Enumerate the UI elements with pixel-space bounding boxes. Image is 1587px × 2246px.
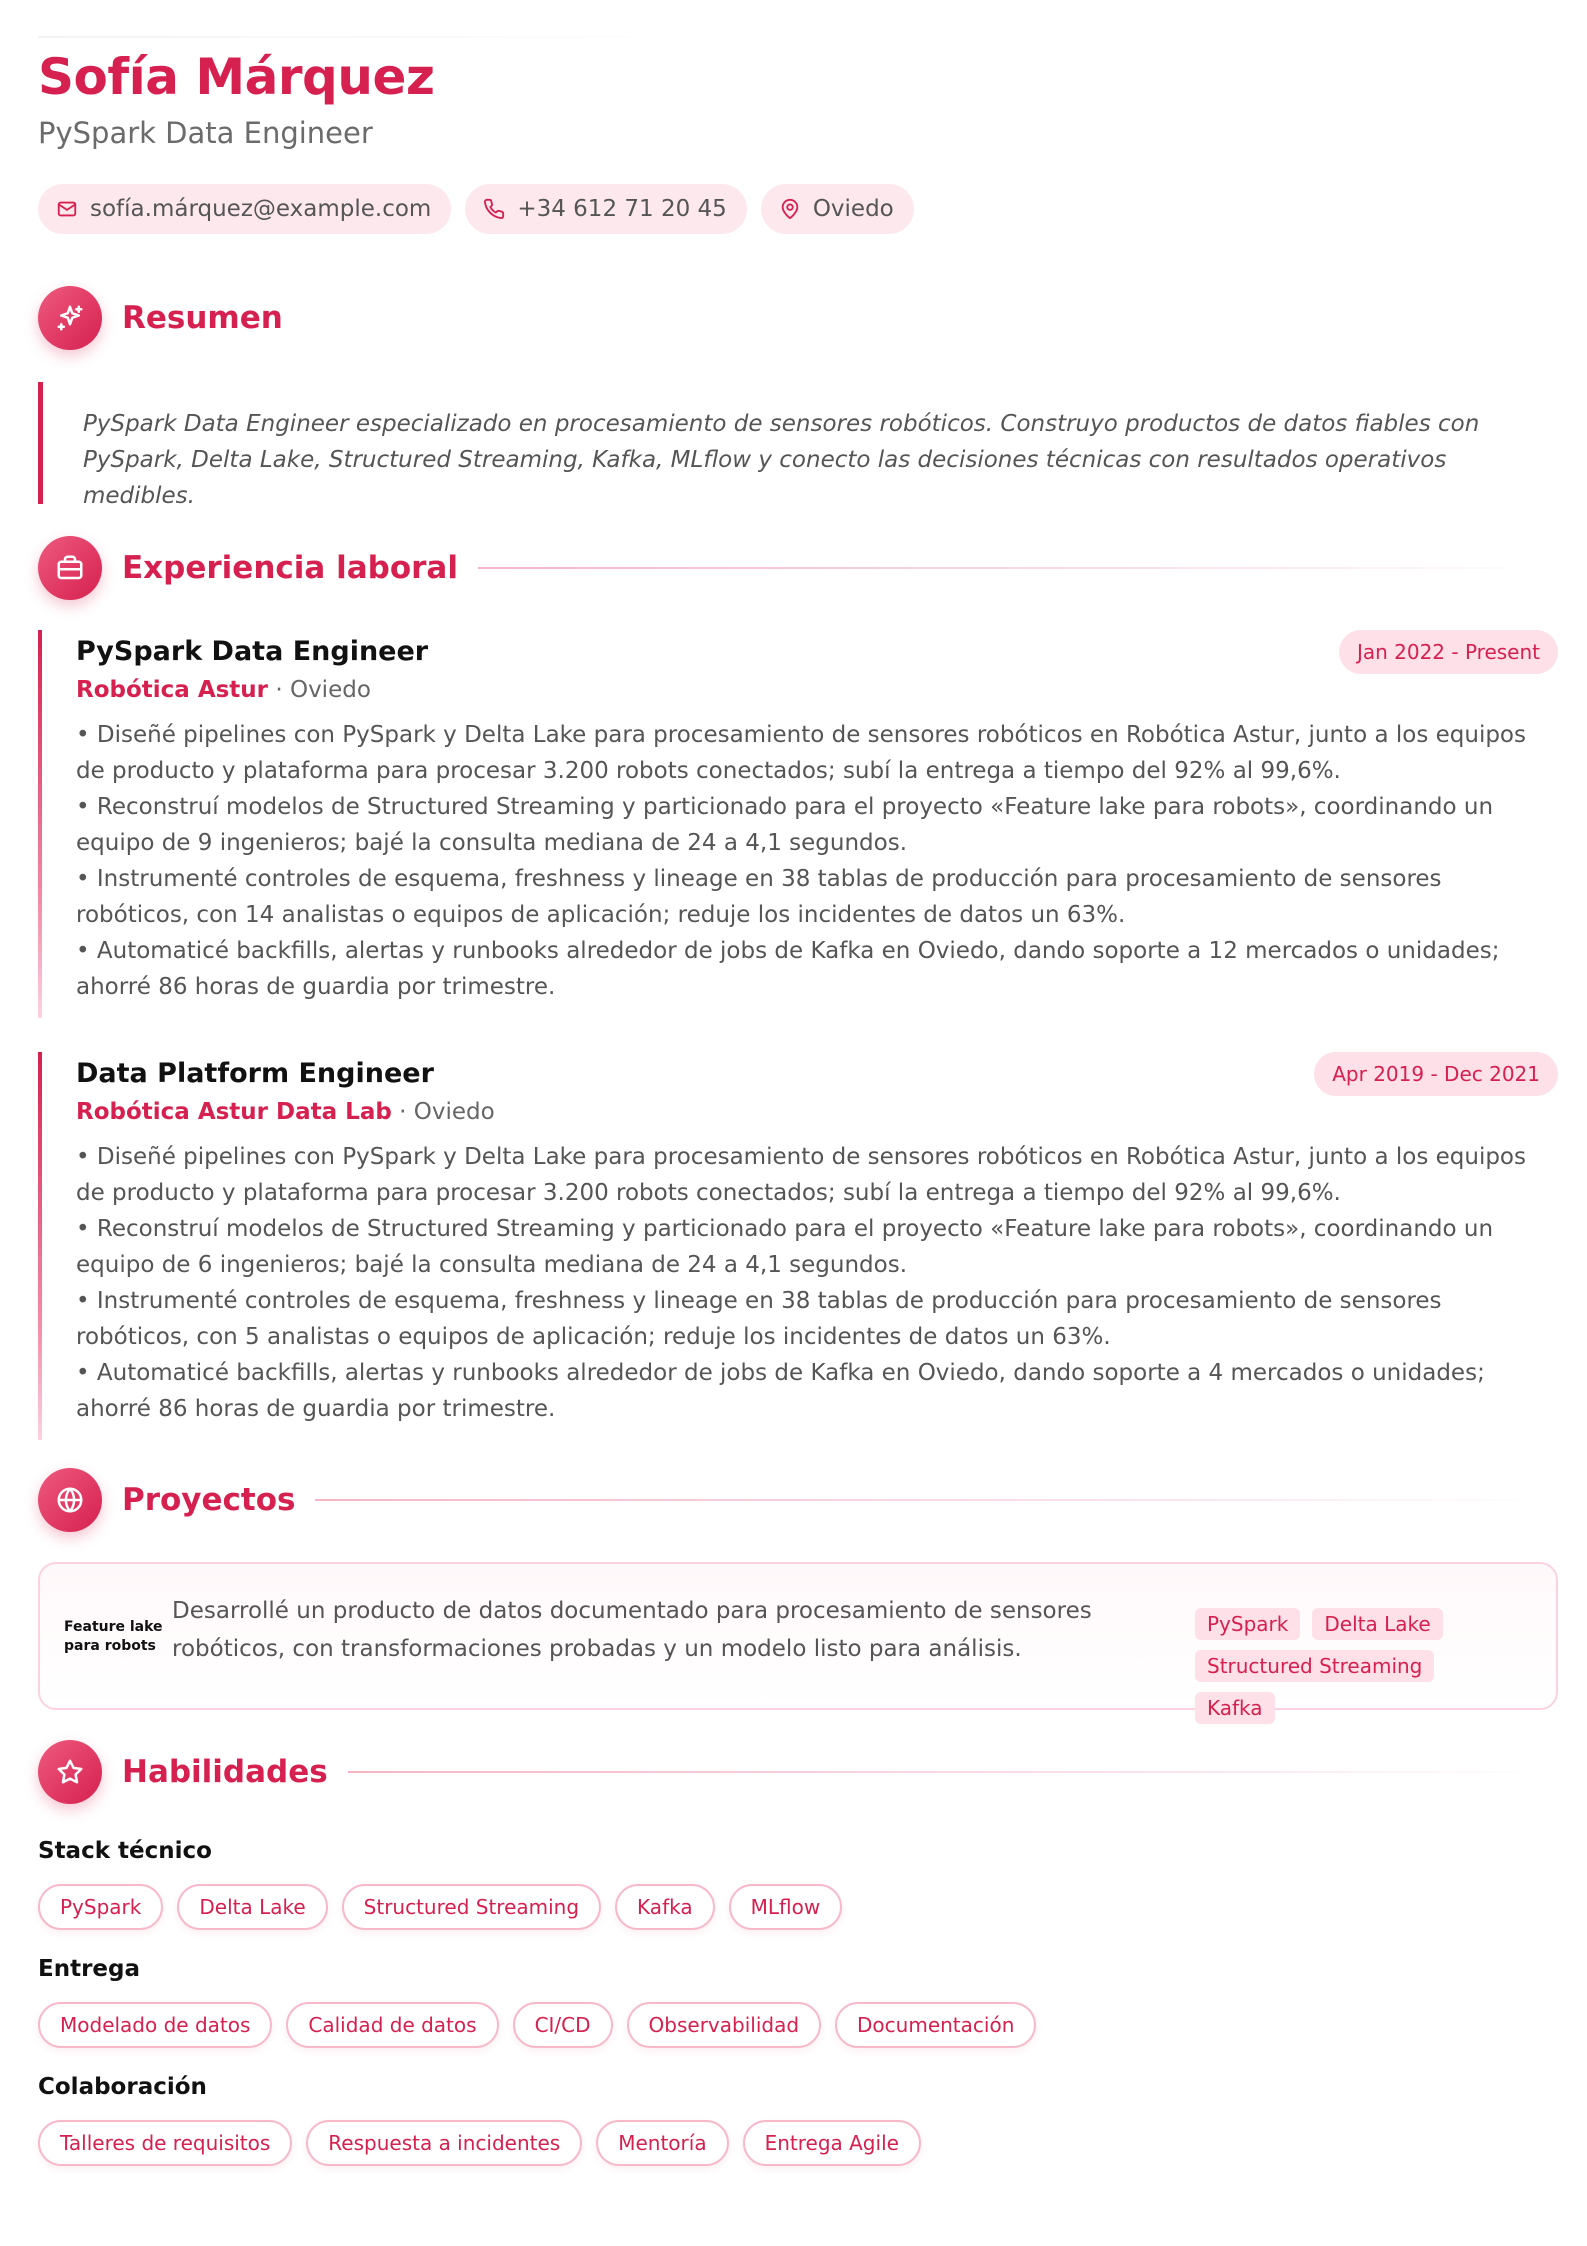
experience-title: Experiencia laboral bbox=[122, 550, 458, 586]
email-chip[interactable] bbox=[38, 184, 451, 234]
job-bullet: • Reconstruí modelos de Structured Streaming y particionado para el proyecto «Feature lake para robots», coordinando un equipo de 6 ingenieros; bajé la consulta mediana de 24 a 4,1 segundos. bbox=[76, 1216, 1494, 1278]
summary-block bbox=[38, 382, 1548, 509]
job-location: · Oviedo bbox=[391, 1099, 495, 1125]
skill-pill: PySpark bbox=[38, 1884, 163, 1930]
skill-pill: CI/CD bbox=[513, 2002, 613, 2048]
job-entry bbox=[38, 630, 1558, 1018]
summary-title: Resumen bbox=[122, 300, 283, 336]
job-entry bbox=[38, 1052, 1558, 1440]
job-meta bbox=[76, 677, 1558, 703]
star-icon bbox=[38, 1740, 102, 1804]
job-bullet: • Diseñé pipelines con PySpark y Delta Lake para procesamiento de sensores robóticos en Robótica Astur, junto a los equipos de producto y plataforma para procesar 3.200 robots conectados; subí la entrega a tiempo del 92% al 99,6%. bbox=[76, 1144, 1526, 1206]
globe-icon bbox=[38, 1468, 102, 1532]
job-dates: Jan 2022 - Present bbox=[1339, 630, 1558, 674]
job-title: PySpark Data Engineer bbox=[76, 636, 429, 667]
skill-pill: Documentación bbox=[835, 2002, 1036, 2048]
skill-pill: Respuesta a incidentes bbox=[306, 2120, 582, 2166]
candidate-role: PySpark Data Engineer bbox=[38, 116, 373, 150]
job-title: Data Platform Engineer bbox=[76, 1058, 434, 1089]
skill-group bbox=[38, 1884, 842, 1930]
skill-group-title: Stack técnico bbox=[38, 1838, 212, 1864]
projects-title: Proyectos bbox=[122, 1482, 296, 1518]
job-meta bbox=[76, 1099, 1558, 1125]
job-company: Robótica Astur bbox=[76, 677, 269, 703]
skills-divider bbox=[348, 1771, 1548, 1773]
skill-pill: Calidad de datos bbox=[286, 2002, 498, 2048]
job-bullets bbox=[76, 717, 1558, 1005]
project-name: Feature lake para robots bbox=[64, 1619, 163, 1654]
projects-header bbox=[38, 1468, 1548, 1532]
experience-divider bbox=[478, 567, 1548, 569]
project-tag: Kafka bbox=[1195, 1692, 1275, 1724]
job-bullet: • Automaticé backfills, alertas y runbooks alrededor de jobs de Kafka en Oviedo, dando soporte a 4 mercados o unidades; ahorré 86 horas de guardia por trimestre. bbox=[76, 1360, 1485, 1422]
email-text: sofía.márquez@example.com bbox=[90, 196, 432, 222]
sparkles-icon bbox=[38, 286, 102, 350]
location-chip bbox=[761, 184, 914, 234]
job-bullet: • Instrumenté controles de esquema, freshness y lineage en 38 tablas de producción para procesamiento de sensores robóticos, con 14 analistas o equipos de aplicación; reduje los incidentes de datos un 63%. bbox=[76, 866, 1442, 928]
project-card bbox=[38, 1562, 1558, 1720]
job-company: Robótica Astur Data Lab bbox=[76, 1099, 392, 1125]
briefcase-icon bbox=[38, 536, 102, 600]
project-description: Desarrollé un producto de datos documentado para procesamiento de sensores robóticos, con transformaciones probadas y un modelo listo para análisis. bbox=[172, 1598, 1092, 1662]
skill-pill: Entrega Agile bbox=[743, 2120, 921, 2166]
skill-pill: Mentoría bbox=[596, 2120, 728, 2166]
job-dates: Apr 2019 - Dec 2021 bbox=[1314, 1052, 1558, 1096]
skill-group-title: Colaboración bbox=[38, 2074, 207, 2100]
skill-pill: Modelado de datos bbox=[38, 2002, 272, 2048]
mail-icon bbox=[56, 198, 78, 220]
summary-header bbox=[38, 286, 1548, 350]
phone-icon bbox=[483, 198, 505, 220]
phone-text: +34 612 71 20 45 bbox=[517, 196, 727, 222]
skills-header bbox=[38, 1740, 1548, 1804]
map-pin-icon bbox=[779, 198, 801, 220]
project-tag: Delta Lake bbox=[1312, 1608, 1442, 1640]
skill-group bbox=[38, 2120, 921, 2166]
job-bullet: • Instrumenté controles de esquema, freshness y lineage en 38 tablas de producción para procesamiento de sensores robóticos, con 5 analistas o equipos de aplicación; reduje los incidentes de datos un 63%. bbox=[76, 1288, 1442, 1350]
job-location: · Oviedo bbox=[268, 677, 371, 703]
top-divider bbox=[38, 36, 718, 38]
phone-chip[interactable] bbox=[465, 184, 746, 234]
project-tag: Structured Streaming bbox=[1195, 1650, 1434, 1682]
skill-group-title: Entrega bbox=[38, 1956, 141, 1982]
job-bullets bbox=[76, 1139, 1558, 1427]
job-bullet: • Reconstruí modelos de Structured Streaming y particionado para el proyecto «Feature lake para robots», coordinando un equipo de 9 ingenieros; bajé la consulta mediana de 24 a 4,1 segundos. bbox=[76, 794, 1494, 856]
skill-pill: Structured Streaming bbox=[342, 1884, 601, 1930]
project-tags bbox=[1195, 1608, 1525, 1724]
skill-group bbox=[38, 2002, 1036, 2048]
job-bullet: • Automaticé backfills, alertas y runbooks alrededor de jobs de Kafka en Oviedo, dando soporte a 12 mercados o unidades; ahorré 86 horas de guardia por trimestre. bbox=[76, 938, 1500, 1000]
contact-list bbox=[38, 184, 914, 234]
skill-pill: Delta Lake bbox=[177, 1884, 327, 1930]
skill-pill: Talleres de requisitos bbox=[38, 2120, 292, 2166]
skill-pill: Kafka bbox=[615, 1884, 715, 1930]
experience-header bbox=[38, 536, 1548, 600]
candidate-name: Sofía Márquez bbox=[38, 48, 435, 106]
location-text: Oviedo bbox=[812, 196, 894, 222]
projects-divider bbox=[315, 1499, 1548, 1501]
job-bullet: • Diseñé pipelines con PySpark y Delta Lake para procesamiento de sensores robóticos en Robótica Astur, junto a los equipos de producto y plataforma para procesar 3.200 robots conectados; subí la entrega a tiempo del 92% al 99,6%. bbox=[76, 722, 1526, 784]
skill-pill: Observabilidad bbox=[627, 2002, 822, 2048]
project-tag: PySpark bbox=[1195, 1608, 1300, 1640]
skills-title: Habilidades bbox=[122, 1754, 328, 1790]
summary-text: PySpark Data Engineer especializado en procesamiento de sensores robóticos. Construyo productos de datos fiables con PySpark, Delta Lake, Structured Streaming, Kafka, MLflow y conecto las decisiones técnicas con resultados operativos medibles. bbox=[83, 411, 1480, 509]
skill-pill: MLflow bbox=[729, 1884, 843, 1930]
